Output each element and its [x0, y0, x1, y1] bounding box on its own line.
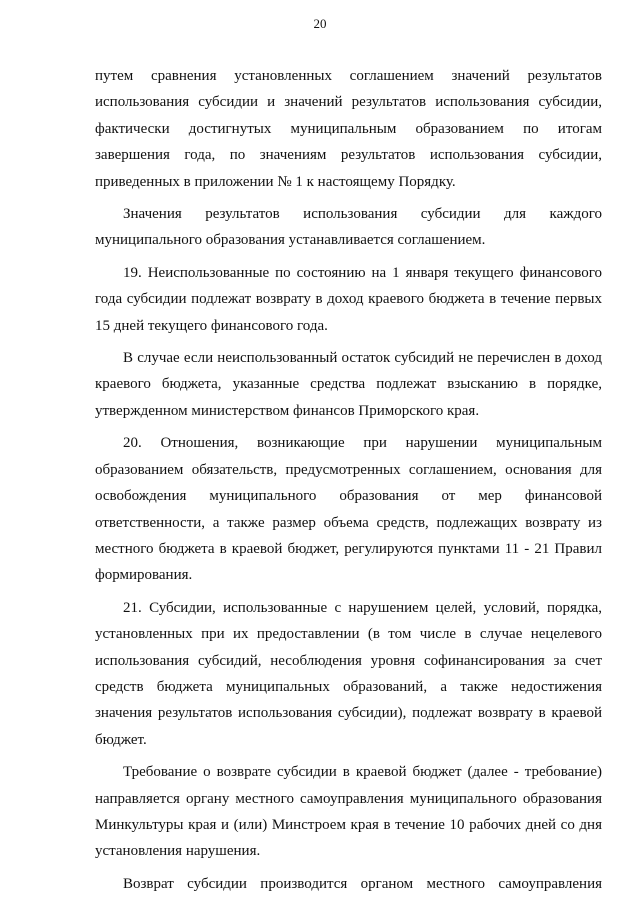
- paragraph-clause-20: 20. Отношения, возникающие при нарушении муниципальным образованием обязательств, предусмотренных соглашением, основания для освобождения муниципального образования от мер финансовой ответственности, а также размер объема средств, подлежащих возврату из местного бюджета в краевой бюджет, регулируются пунктами 11 - 21 Правил формирования.: [95, 435, 602, 584]
- paragraph-result-values: Значения результатов использования субсидии для каждого муниципального образования устанавливается соглашением.: [95, 206, 602, 249]
- page-number: 20: [313, 16, 327, 31]
- paragraph-clause-21: 21. Субсидии, использованные с нарушением целей, условий, порядка, установленных при их предоставлении (в том числе в случае нецелевого использования субсидий, несоблюдения уровня софинансирования за счет средств бюджета муниципальных образований, а также недостижения значения результатов использования субсидии), подлежат возврату в краевой бюджет.: [95, 599, 602, 748]
- paragraph-clause-19: 19. Неиспользованные по состоянию на 1 января текущего финансового года субсидии подлежат возврату в доход краевого бюджета в течение первых 15 дней текущего финансового года.: [95, 264, 602, 334]
- document-body: [95, 63, 602, 897]
- paragraph-refund-demand: Требование о возврате субсидии в краевой бюджет (далее - требование) направляется органу местного самоуправления муниципального образования Минкультуры края и (или) Минстроем края в течение 10 рабочих дней со дня установления нарушения.: [95, 764, 602, 860]
- paragraph-refund-procedure: Возврат субсидии производится органом местного самоуправления: [123, 875, 602, 892]
- paragraph-continuation: путем сравнения установленных соглашением значений результатов использования субсидии и значений результатов использования субсидии, фактически достигнутых муниципальным образованием по итогам завершения года, по значениям результатов использования субсидии, приведенных в приложении № 1 к настоящему Порядку.: [95, 68, 602, 190]
- paragraph-unused-balance: В случае если неиспользованный остаток субсидий не перечислен в доход краевого бюджета, указанные средства подлежат взысканию в порядке, утвержденном министерством финансов Приморского края.: [95, 350, 602, 419]
